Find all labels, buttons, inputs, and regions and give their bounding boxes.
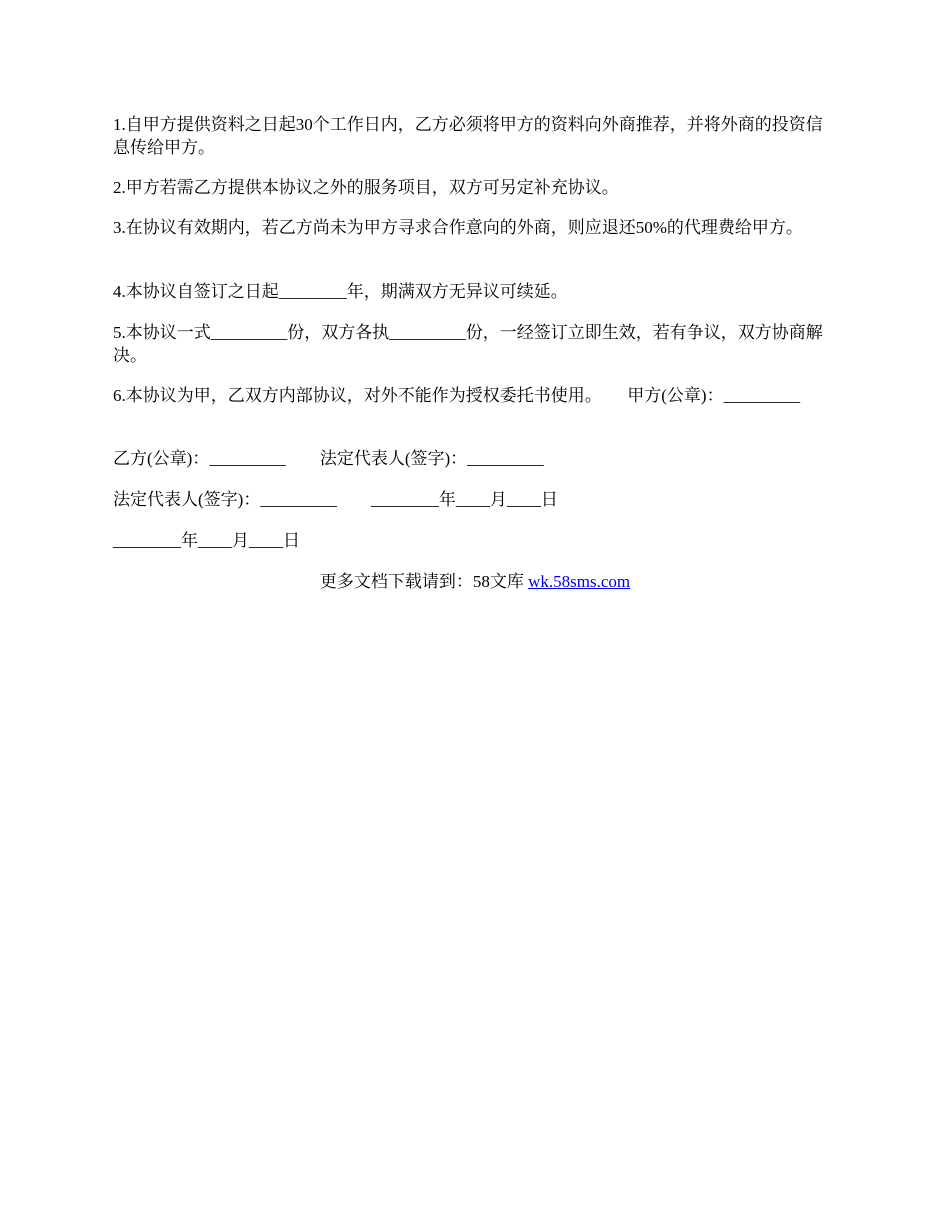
clause-2: 2.甲方若需乙方提供本协议之外的服务项目，双方可另定补充协议。 xyxy=(113,178,619,197)
footer-link[interactable]: wk.58sms.com xyxy=(528,572,631,591)
clause-4: 4.本协议自签订之日起________年，期满双方无异议可续延。 xyxy=(113,282,568,301)
signature-line-date: ________年____月____日 xyxy=(113,531,300,550)
signature-line-party-b: 乙方(公章)：_________ 法定代表人(签字)：_________ xyxy=(113,449,544,468)
download-footer xyxy=(0,570,950,593)
clause-3: 3.在协议有效期内，若乙方尚未为甲方寻求合作意向的外商，则应退还50%的代理费给甲方。 xyxy=(113,218,803,237)
clause-1: 1.自甲方提供资料之日起30个工作日内，乙方必须将甲方的资料向外商推荐，并将外商的投资信息传给甲方。 xyxy=(113,115,823,157)
signature-line-representative-date: 法定代表人(签字)：_________ ________年____月____日 xyxy=(113,490,558,509)
footer-text: 更多文档下载请到：58文库 xyxy=(319,572,529,591)
clause-5: 5.本协议一式_________份，双方各执_________份，一经签订立即生效，若有争议，双方协商解决。 xyxy=(113,323,823,365)
clause-6: 6.本协议为甲，乙双方内部协议，对外不能作为授权委托书使用。 甲方(公章)：_________ xyxy=(113,386,801,405)
